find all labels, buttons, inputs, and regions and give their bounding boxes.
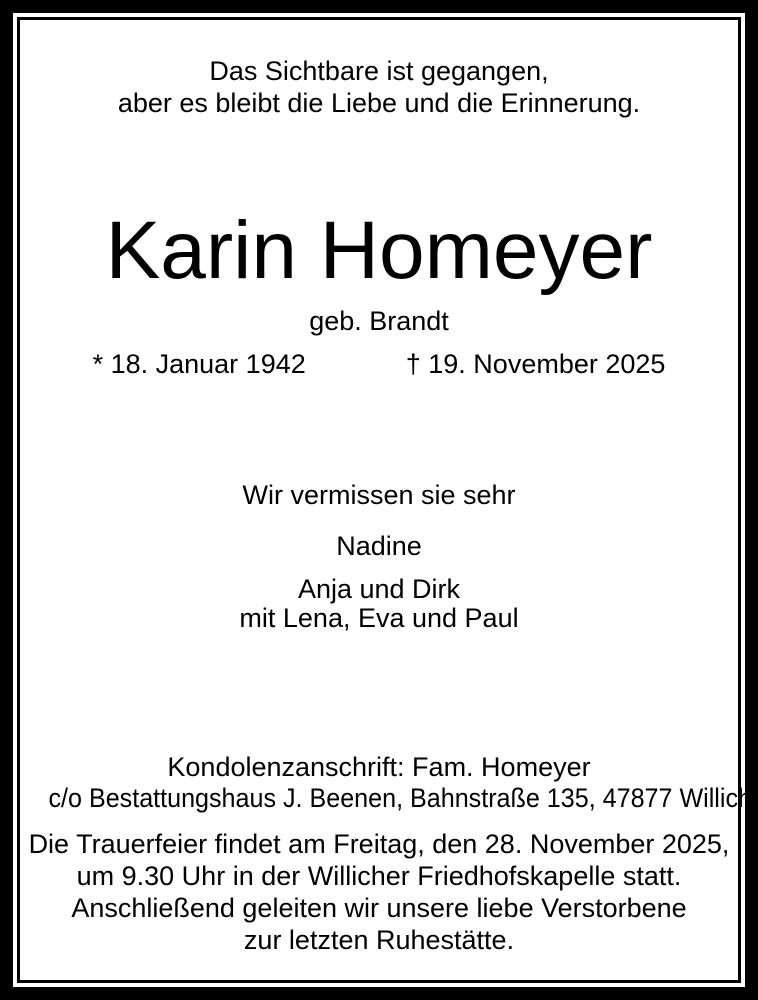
mourner-line-2: Anja und Dirk (297, 574, 461, 604)
life-dates (22, 348, 736, 380)
condolence-line-1: Kondolenzanschrift: Fam. Homeyer (167, 752, 591, 782)
epigraph (22, 55, 736, 119)
condolence-address (22, 752, 752, 814)
mourning-intro: Wir vermissen sie sehr (242, 480, 516, 510)
funeral-line-3: Anschließend geleiten wir unsere liebe Verstorbene (71, 893, 687, 923)
birth-date: * 18. Januar 1942 (92, 349, 306, 379)
condolence-line-2 (22, 783, 752, 814)
condolence-address-text: c/o Bestattungshaus J. Beenen, Bahnstraße 135, 47877 Willich (48, 783, 752, 813)
epigraph-line-1: Das Sichtbare ist gegangen, (209, 56, 549, 86)
mourner-line-1: Nadine (336, 531, 422, 561)
mourner-group (22, 575, 736, 633)
mourner-line-3: mit Lena, Eva und Paul (239, 603, 519, 633)
maiden-name: geb. Brandt (309, 306, 449, 336)
funeral-line-2: um 9.30 Uhr in der Willicher Friedhofskapelle statt. (76, 861, 682, 891)
epigraph-line-2: aber es bleibt die Liebe und die Erinnerung. (117, 88, 641, 118)
deceased-name: Karin Homeyer (105, 205, 653, 296)
funeral-line-4: zur letzten Ruhestätte. (243, 925, 515, 955)
funeral-details (22, 828, 736, 956)
death-date: † 19. November 2025 (405, 349, 666, 379)
funeral-line-1: Die Trauerfeier findet am Freitag, den 28. November 2025, (28, 829, 730, 859)
